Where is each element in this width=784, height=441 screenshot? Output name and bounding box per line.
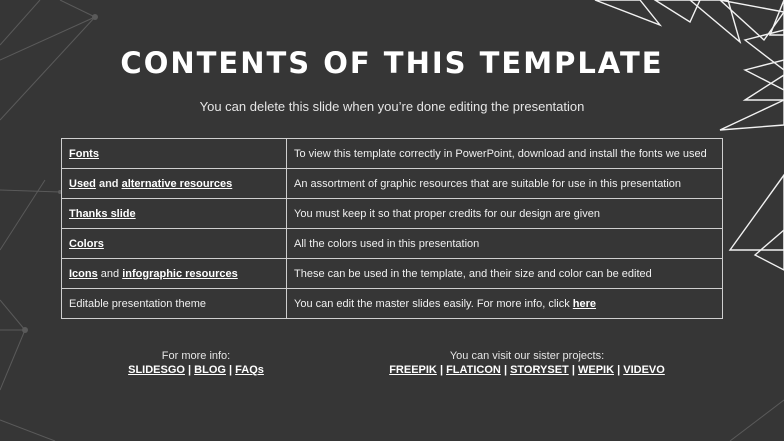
cell-text: Editable presentation theme	[69, 297, 206, 310]
resource-link[interactable]: Fonts	[69, 147, 99, 160]
link-separator: |	[571, 364, 575, 376]
resource-link[interactable]: Used	[69, 177, 96, 190]
table-row	[62, 259, 723, 289]
cell-text: An assortment of graphic resources that are suitable for use in this presentation	[294, 177, 682, 190]
resource-link[interactable]: here	[572, 297, 597, 310]
row-label-cell	[62, 139, 287, 169]
cell-text: and	[95, 177, 122, 190]
footer-link-slidesgo[interactable]: SLIDESGO	[128, 364, 185, 376]
footer-link-wepik[interactable]: WEPIK	[577, 364, 615, 376]
resource-link[interactable]: Colors	[69, 237, 104, 250]
link-separator: |	[617, 364, 621, 376]
row-label-cell	[62, 199, 287, 229]
table-row	[62, 139, 723, 169]
row-description-cell	[287, 139, 723, 169]
cell-text: You must keep it so that proper credits for our design are given	[294, 207, 600, 220]
footer-link-flaticon[interactable]: FLATICON	[446, 364, 501, 376]
slide-subtitle: You can delete this slide when you’re done editing the presentation	[199, 99, 585, 114]
footer-link-videvo[interactable]: VIDEVO	[623, 364, 665, 376]
link-separator: |	[439, 364, 444, 376]
footer-more-info-links	[96, 363, 296, 377]
row-label-cell	[62, 259, 287, 289]
table-row	[62, 229, 723, 259]
contents-table-body	[62, 139, 723, 319]
slide-title: CONTENTS OF THIS TEMPLATE	[120, 46, 664, 80]
row-label-cell	[62, 169, 287, 199]
resource-link[interactable]: Thanks slide	[69, 207, 136, 220]
row-label-cell	[62, 229, 287, 259]
footer-sister-projects-links	[357, 363, 697, 377]
footer-more-info-label: For more info:	[161, 350, 231, 362]
cell-text: To view this template correctly in PowerPoint, download and install the fonts we used	[294, 147, 707, 160]
resource-link[interactable]: Icons	[69, 267, 98, 280]
cell-text: All the colors used in this presentation	[294, 237, 480, 250]
footer-more-info	[96, 349, 296, 377]
link-separator: |	[229, 364, 233, 376]
footer-sister-projects	[357, 349, 697, 377]
contents-table	[61, 138, 723, 319]
row-description-cell	[287, 289, 723, 319]
row-label-cell	[62, 289, 287, 319]
footer-sister-projects-label: You can visit our sister projects:	[449, 350, 605, 362]
link-separator: |	[188, 364, 192, 376]
cell-text: You can edit the master slides easily. For more info, click	[294, 297, 573, 310]
footer-link-blog[interactable]: BLOG	[194, 364, 226, 376]
resource-link[interactable]: alternative resources	[121, 177, 233, 190]
cell-text: and	[97, 267, 123, 280]
row-description-cell	[287, 169, 723, 199]
footer-link-storyset[interactable]: STORYSET	[510, 364, 569, 376]
resource-link[interactable]: infographic resources	[122, 267, 238, 280]
row-description-cell	[287, 199, 723, 229]
table-row	[62, 169, 723, 199]
table-row	[62, 289, 723, 319]
footer-link-faqs[interactable]: FAQs	[235, 364, 264, 376]
cell-text: These can be used in the template, and their size and color can be edited	[294, 267, 652, 280]
footer-link-freepik[interactable]: FREEPIK	[389, 364, 437, 376]
link-separator: |	[503, 364, 508, 376]
row-description-cell	[287, 259, 723, 289]
table-row	[62, 199, 723, 229]
row-description-cell	[287, 229, 723, 259]
